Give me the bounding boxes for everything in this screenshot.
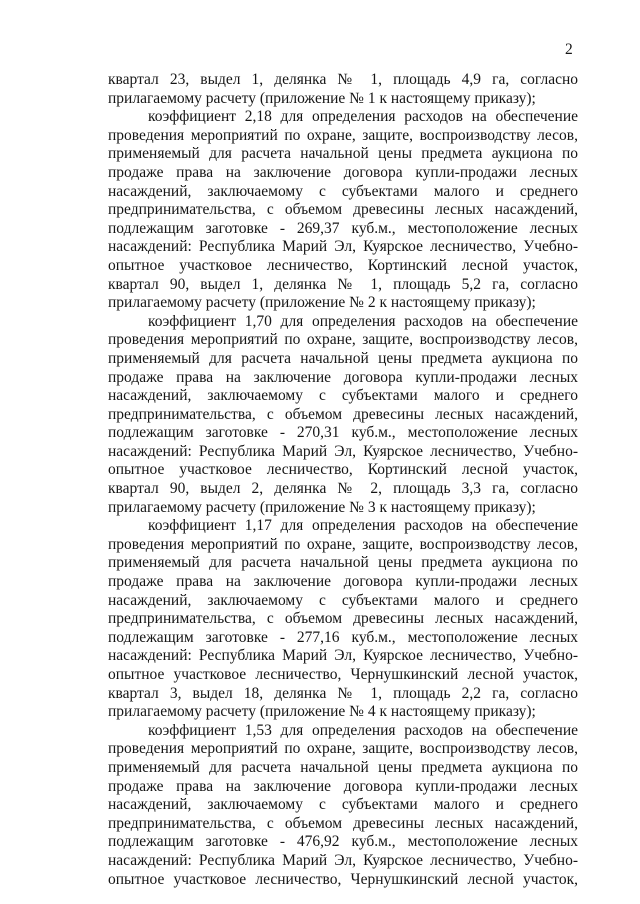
paragraph [108, 517, 578, 722]
text-line: предпринимательства, с объемом древесины лесных насаждений, [108, 814, 578, 832]
text-line: насаждений, заключаемому с субъектами малого и среднего [108, 387, 578, 405]
text-line: прилагаемому расчету (приложение № 4 к настоящему приказу); [108, 703, 536, 721]
text-line: подлежащим заготовке - 269,37 куб.м., местоположение лесных [108, 219, 578, 237]
paragraph [108, 722, 578, 889]
text-line: опытное участковое лесничество, Чернушкинский лесной участок, [108, 666, 578, 683]
text-line: коэффициент 1,70 для определения расходов на обеспечение [148, 312, 578, 330]
text-line: проведения мероприятий по охране, защите, воспроизводству лесов, [108, 331, 578, 349]
document-body [108, 71, 578, 889]
paragraph [108, 108, 578, 313]
text-line: продаже права на заключение договора купли-продажи лесных [108, 163, 578, 181]
text-line: применяемый для расчета начальной цены предмета аукциона по [108, 758, 578, 776]
text-line: насаждений: Республика Марий Эл, Куярское лесничество, Учебно- [108, 238, 578, 256]
text-line: опытное участковое лесничество, Кортинский лесной участок, [108, 256, 578, 274]
text-line: предпринимательства, с объемом древесины лесных насаждений, [108, 405, 578, 423]
text-line: квартал 90, выдел 1, делянка № 1, площадь 5,2 га, согласно [108, 275, 578, 293]
text-line: насаждений, заключаемому с субъектами малого и среднего [108, 591, 578, 609]
text-line: прилагаемому расчету (приложение № 1 к настоящему приказу); [108, 89, 536, 107]
paragraph [108, 313, 578, 518]
text-line: подлежащим заготовке - 277,16 куб.м., местоположение лесных [108, 628, 578, 646]
text-line: коэффициент 1,17 для определения расходов на обеспечение [148, 517, 578, 535]
text-line: насаждений, заключаемому с субъектами малого и среднего [108, 182, 578, 200]
text-line: квартал 3, выдел 18, делянка № 1, площадь 2,2 га, согласно [108, 684, 578, 702]
text-line: продаже права на заключение договора купли-продажи лесных [108, 777, 578, 795]
text-line: насаждений: Республика Марий Эл, Куярское лесничество, Учебно- [108, 442, 578, 460]
text-line: квартал 90, выдел 2, делянка № 2, площадь 3,3 га, согласно [108, 480, 578, 498]
text-line: применяемый для расчета начальной цены предмета аукциона по [108, 349, 578, 367]
text-line: проведения мероприятий по охране, защите, воспроизводству лесов, [108, 740, 578, 758]
text-line: продаже права на заключение договора купли-продажи лесных [108, 368, 578, 386]
text-line: насаждений: Республика Марий Эл, Куярское лесничество, Учебно- [108, 647, 578, 665]
text-line: проведения мероприятий по охране, защите, воспроизводству лесов, [108, 535, 578, 553]
text-line: применяемый для расчета начальной цены предмета аукциона по [108, 145, 578, 163]
text-line: подлежащим заготовке - 476,92 куб.м., местоположение лесных [108, 833, 578, 851]
page-number: 2 [565, 41, 573, 58]
text-line: квартал 23, выдел 1, делянка № 1, площадь 4,9 га, согласно [108, 71, 578, 88]
text-line: применяемый для расчета начальной цены предмета аукциона по [108, 554, 578, 572]
text-line: предпринимательства, с объемом древесины лесных насаждений, [108, 610, 578, 628]
text-line: насаждений, заключаемому с субъектами малого и среднего [108, 796, 578, 814]
text-line: опытное участковое лесничество, Кортинский лесной участок, [108, 461, 578, 479]
text-line: подлежащим заготовке - 270,31 куб.м., местоположение лесных [108, 424, 578, 442]
text-line: опытное участковое лесничество, Чернушкинский лесной участок, [108, 870, 578, 888]
text-line: коэффициент 2,18 для определения расходов на обеспечение [148, 108, 578, 126]
text-line: коэффициент 1,53 для определения расходов на обеспечение [148, 721, 578, 739]
text-line: продаже права на заключение договора купли-продажи лесных [108, 573, 578, 591]
text-line: проведения мероприятий по охране, защите, воспроизводству лесов, [108, 126, 578, 144]
text-line: прилагаемому расчету (приложение № 2 к настоящему приказу); [108, 294, 536, 312]
text-line: предпринимательства, с объемом древесины лесных насаждений, [108, 201, 578, 219]
text-line: прилагаемому расчету (приложение № 3 к настоящему приказу); [108, 498, 536, 516]
text-line: насаждений: Республика Марий Эл, Куярское лесничество, Учебно- [108, 851, 578, 869]
paragraph [108, 71, 578, 108]
